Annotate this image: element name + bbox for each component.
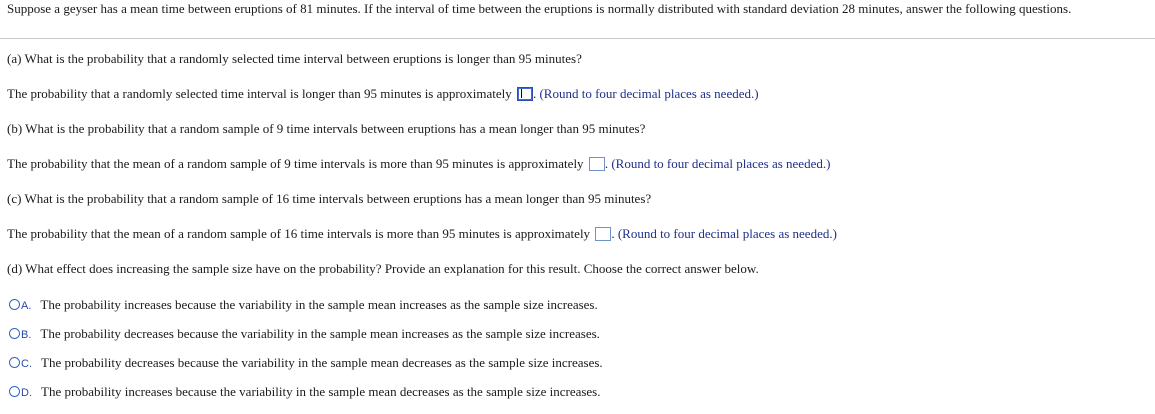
radio-button-d[interactable] <box>9 386 20 397</box>
part-a-answer-suffix: . <box>532 86 537 101</box>
option-d-letter: D. <box>21 387 32 399</box>
part-a-rounding-hint: (Round to four decimal places as needed.) <box>539 86 759 101</box>
option-a-letter: A. <box>21 300 32 312</box>
option-c-text: The probability decreases because the variability in the sample mean decreases as the sample size increases. <box>41 355 603 370</box>
option-c-letter: C. <box>21 358 32 370</box>
option-b-letter: B. <box>21 329 32 341</box>
option-a[interactable] <box>9 297 598 314</box>
part-d-question: (d) What effect does increasing the sample size have on the probability? Provide an explanation for this result. Choose the correct answer below. <box>7 261 759 276</box>
part-c-rounding-hint: (Round to four decimal places as needed.) <box>617 226 837 241</box>
part-b-question: (b) What is the probability that a random sample of 9 time intervals between eruptions has a mean longer than 95 minutes? <box>7 121 646 136</box>
option-d-text: The probability increases because the variability in the sample mean decreases as the sample size increases. <box>41 384 601 399</box>
divider <box>0 38 1155 39</box>
radio-button-c[interactable] <box>9 357 20 368</box>
option-c[interactable] <box>9 355 603 372</box>
part-b-answer-input[interactable] <box>589 157 605 171</box>
part-a-answer-prefix: The probability that a randomly selected time interval is longer than 95 minutes is approximately <box>7 86 512 101</box>
part-c-question: (c) What is the probability that a random sample of 16 time intervals between eruptions has a mean longer than 95 minutes? <box>7 191 652 206</box>
part-c-answer-line <box>7 226 837 242</box>
option-a-text: The probability increases because the variability in the sample mean increases as the sample size increases. <box>40 297 598 312</box>
part-c-answer-suffix: . <box>611 226 615 241</box>
part-a-answer-input[interactable] <box>517 87 533 101</box>
option-b[interactable] <box>9 326 600 343</box>
radio-button-b[interactable] <box>9 328 20 339</box>
part-a-answer-line <box>7 86 759 102</box>
part-b-answer-line <box>7 156 830 172</box>
part-a-question: (a) What is the probability that a randomly selected time interval between eruptions is longer than 95 minutes? <box>7 51 582 66</box>
part-b-answer-prefix: The probability that the mean of a random sample of 9 time intervals is more than 95 minutes is approximately <box>7 156 584 171</box>
part-c-answer-prefix: The probability that the mean of a random sample of 16 time intervals is more than 95 minutes is approximately <box>7 226 591 241</box>
part-b-answer-suffix: . <box>604 156 609 171</box>
part-c-answer-input[interactable] <box>595 227 611 241</box>
option-b-text: The probability decreases because the variability in the sample mean increases as the sample size increases. <box>40 326 600 341</box>
part-b-rounding-hint: (Round to four decimal places as needed.) <box>611 156 831 171</box>
problem-statement: Suppose a geyser has a mean time between eruptions of 81 minutes. If the interval of time between the eruptions is normally distributed with standard deviation 28 minutes, answer the following questions. <box>7 1 1072 16</box>
option-d[interactable] <box>9 384 601 401</box>
radio-button-a[interactable] <box>9 299 20 310</box>
